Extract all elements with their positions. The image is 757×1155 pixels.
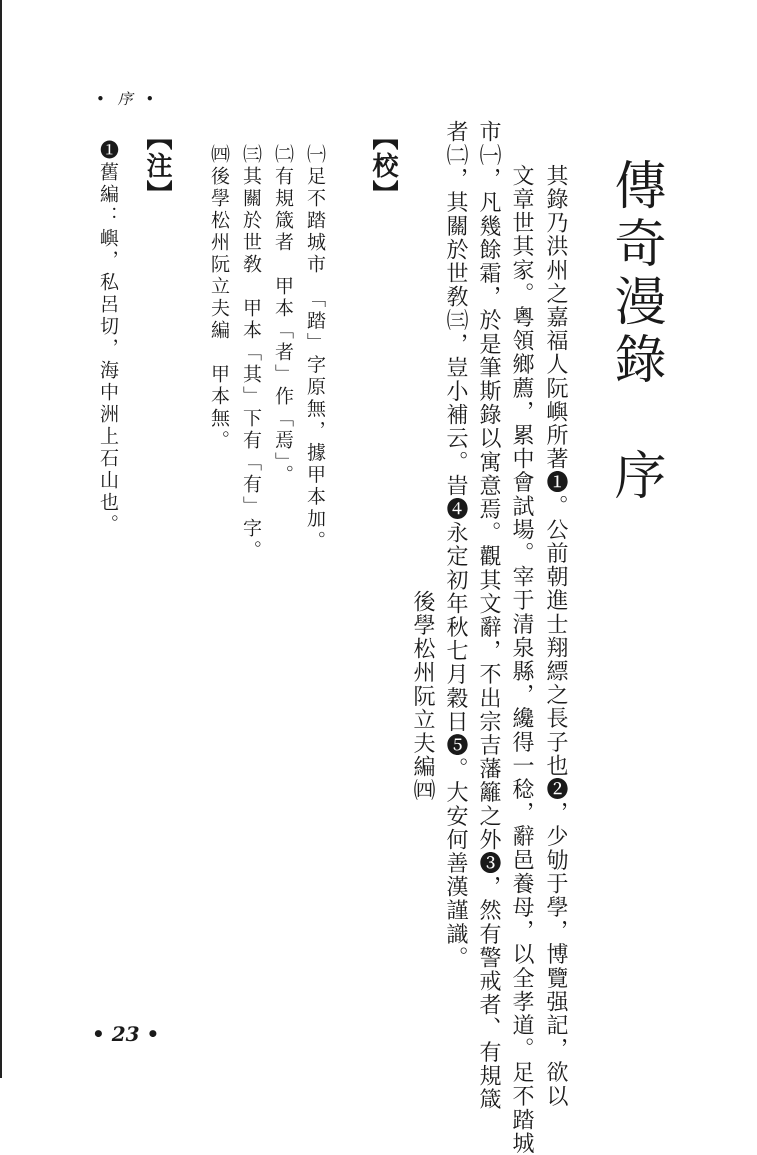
jiao-item-1: ㈠足不踏城市 「踏」字原無，據甲本加。 xyxy=(304,144,326,553)
body-line-2: 文章世其家。粵領鄉薦，累中會試場。宰于清泉縣，纔得一稔，辭邑養母，以全孝道。足不踏城 xyxy=(509,164,534,1155)
running-header: • 序 • xyxy=(96,90,159,108)
page-border-left xyxy=(0,0,2,1078)
jiao-heading: 【校】 xyxy=(368,124,398,208)
zhu-heading: 【注】 xyxy=(142,124,172,208)
body-line-3: 市㈠，凡幾餘霜，於是筆斯錄以寓意焉。觀其文辭，不出宗吉藩籬之外❸，然有警戒者、有規箴 xyxy=(476,120,501,1112)
jiao-item-3: ㈢其關於世敎 甲本「其」下有「有」字。 xyxy=(240,144,262,562)
jiao-item-4: ㈣後學松州阮立夫編 甲本無。 xyxy=(208,144,230,452)
zhu-item-1: ❶舊編：嶼，私呂切，海中洲上石山也。 xyxy=(97,140,119,536)
body-line-5: 後學松州阮立夫編㈣ xyxy=(410,0,435,803)
body-line-4: 者㈡，其關於世敎㈢，豈小補云。旹❹永定初年秋七月穀日❺。大安何善漢謹識。 xyxy=(443,120,468,970)
page-number: • 23 • xyxy=(92,1022,160,1046)
jiao-item-2: ㈡有規箴者 甲本「者」作「焉」。 xyxy=(272,144,294,487)
page-title: 傳奇漫錄 序 xyxy=(605,158,665,506)
body-line-1: 其錄乃洪州之嘉福人阮嶼所著❶。公前朝進士翔縹之長子也❷，少劬于學，博覽强記，欲以 xyxy=(543,164,568,1108)
